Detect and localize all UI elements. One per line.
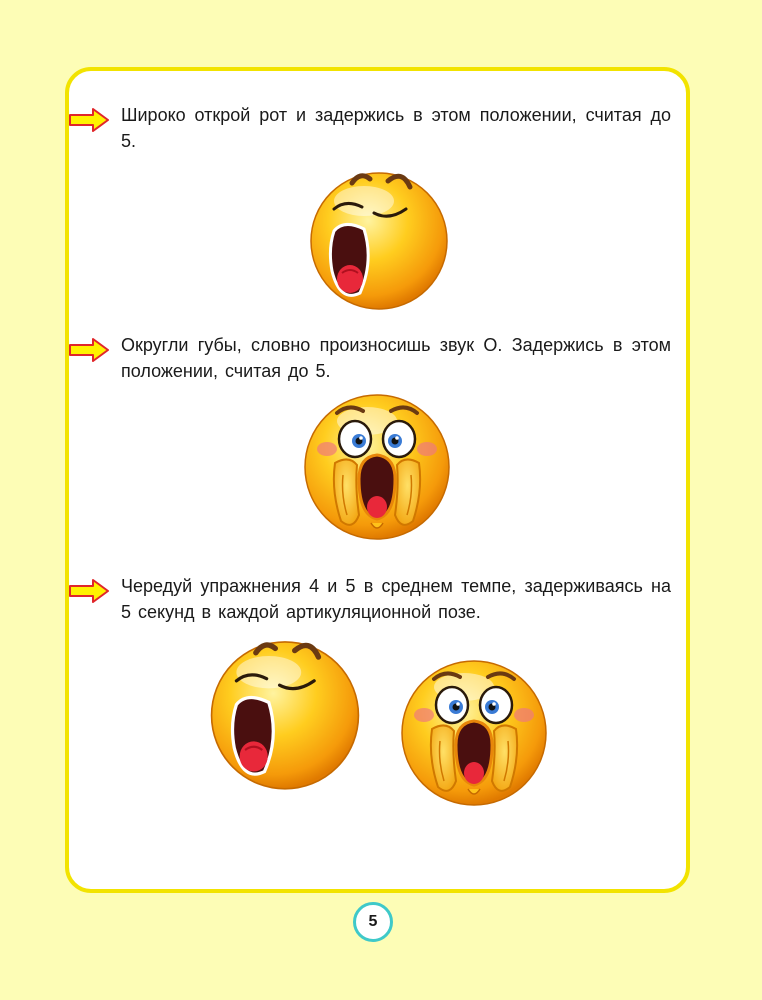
shouting-face-icon	[394, 657, 554, 807]
instruction-text: Чередуй упражнения 4 и 5 в среднем темпе, задерживаясь на 5 секунд в каждой артикуляционной позе.	[121, 576, 671, 622]
arrow-right-icon	[69, 338, 109, 362]
instruction-text: Округли губы, словно произносишь звук О. Задержись в этом положении, считая до 5.	[121, 335, 671, 381]
arrow-right-icon	[69, 579, 109, 603]
arrow-right-icon	[69, 108, 109, 132]
yawning-face-icon	[204, 629, 366, 791]
instruction-text: Широко открой рот и задержись в этом положении, считая до 5.	[121, 105, 671, 151]
yawning-face-icon	[304, 161, 454, 311]
shouting-face-icon	[297, 391, 457, 541]
page-number: 5	[353, 902, 393, 942]
content-panel	[65, 67, 690, 893]
